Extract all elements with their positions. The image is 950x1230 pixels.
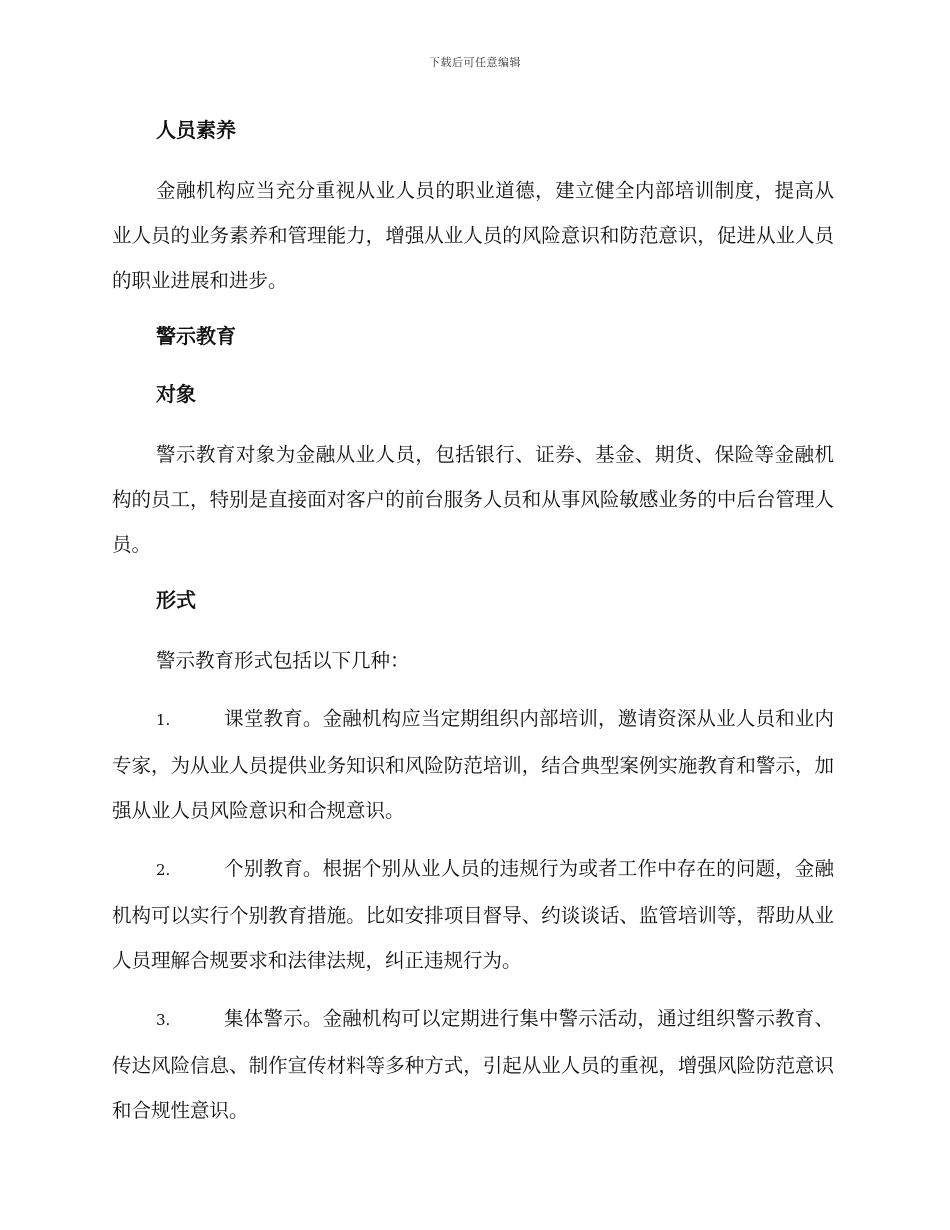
page-header: 下载后可任意编辑 xyxy=(429,56,521,69)
section-heading-warning-education: 警示教育 xyxy=(156,324,236,348)
paragraph-form-intro: 警示教育形式包括以下几种： xyxy=(156,649,410,672)
list-item-number: 1. xyxy=(156,711,171,729)
list-item-text: 个别教育。根据个别从业人员的违规行为或者工作中存在的问题，金融机构可以实行个别教育措施。比如安排项目督导、约谈谈话、监管培训等，帮助从业人员理解合规要求和法律法规，纠正违规行为。 xyxy=(112,857,834,972)
list-item-text: 集体警示。金融机构可以定期进行集中警示活动，通过组织警示教育、传达风险信息、制作宣传材料等多种方式，引起从业人员的重视，增强风险防范意识和合规性意识。 xyxy=(112,1007,834,1122)
list-item xyxy=(112,696,834,833)
list-item-number: 3. xyxy=(156,1011,171,1029)
list-item xyxy=(112,846,834,983)
section-heading-personnel-quality: 人员素养 xyxy=(156,118,236,142)
section-heading-target: 对象 xyxy=(156,382,196,406)
paragraph-personnel-quality: 金融机构应当充分重视从业人员的职业道德，建立健全内部培训制度，提高从业人员的业务素养和管理能力，增强从业人员的风险意识和防范意识，促进从业人员的职业进展和进步。 xyxy=(112,179,834,292)
list-item-text: 课堂教育。金融机构应当定期组织内部培训，邀请资深从业人员和业内专家，为从业人员提供业务知识和风险防范培训，结合典型案例实施教育和警示，加强从业人员风险意识和合规意识。 xyxy=(112,707,834,822)
list-item xyxy=(112,996,834,1133)
paragraph-target: 警示教育对象为金融从业人员，包括银行、证券、基金、期货、保险等金融机构的员工，特别是直接面对客户的前台服务人员和从事风险敏感业务的中后台管理人员。 xyxy=(112,443,834,556)
list-item-number: 2. xyxy=(156,861,171,879)
section-heading-form: 形式 xyxy=(156,588,196,612)
document-body xyxy=(112,110,834,1146)
